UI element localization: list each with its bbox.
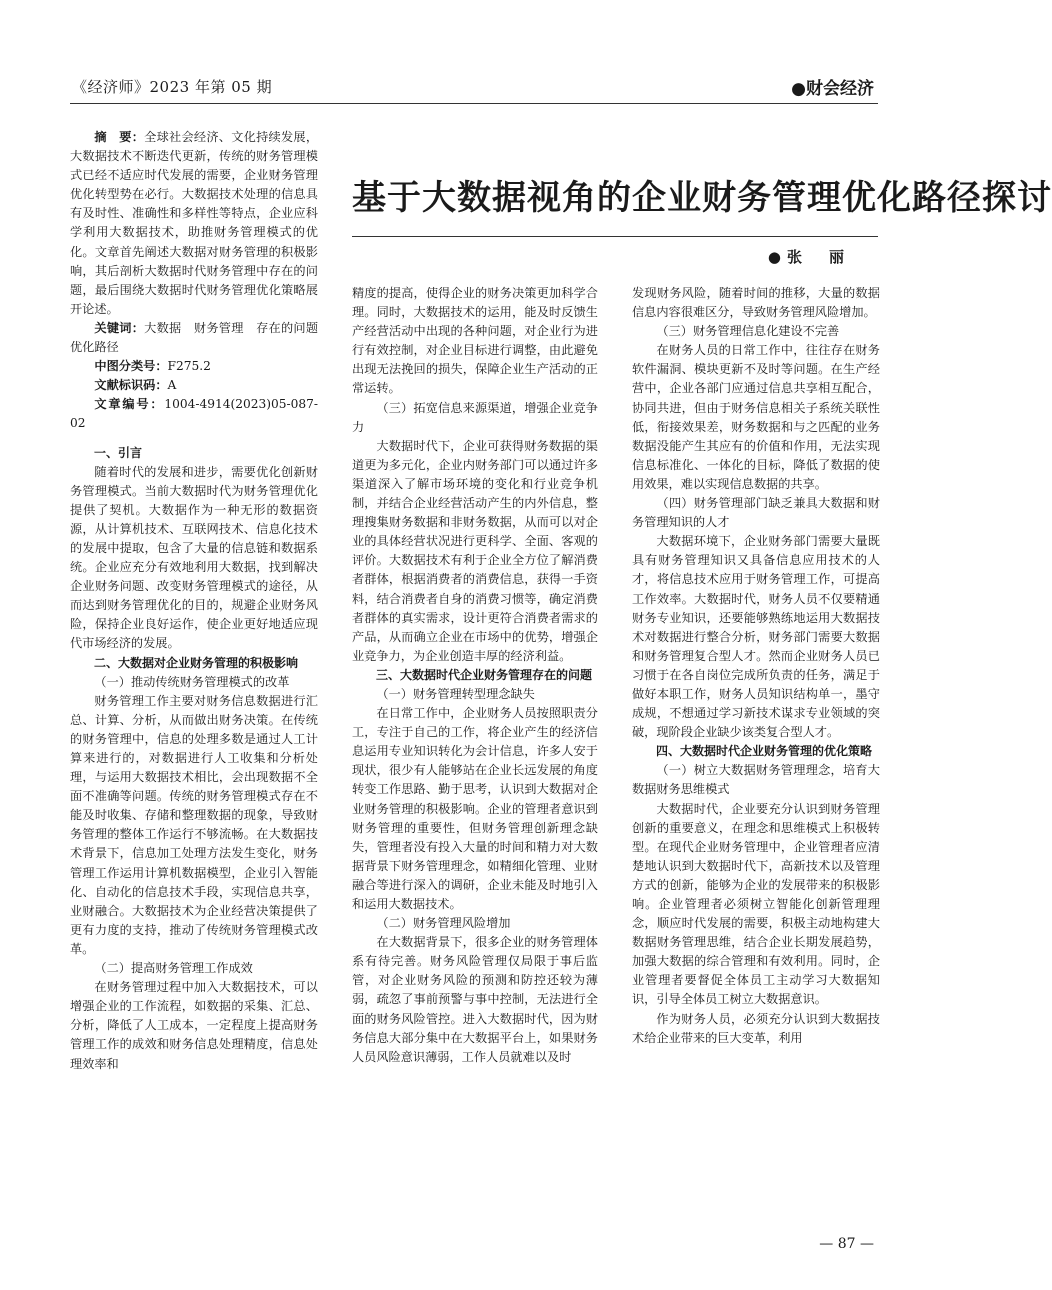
subsection-2-2-heading: （二）提高财务管理工作成效 bbox=[94, 961, 253, 976]
subsection-2-3-heading: （三）拓宽信息来源渠道，增强企业竞争力 bbox=[352, 400, 598, 434]
article-number bbox=[70, 395, 318, 433]
subsection-2-1-heading: （一）推动传统财务管理模式的改革 bbox=[94, 674, 290, 689]
section-1-heading: 一、引言 bbox=[94, 445, 143, 460]
subsection-4-1-paragraph-2: 作为财务人员，必须充分认识到大数据技术给企业带来的巨大变革，利用 bbox=[632, 1011, 880, 1045]
page-number: — 87 — bbox=[819, 1236, 874, 1252]
subsection-3-1-paragraph: 在日常工作中，企业财务人员按照职责分工，专注于自己的工作，将企业产生的经济信息运用专业知识转化为会计信息，许多人安于现状，很少有人能够站在企业长远发展的角度转变工作思路、勤于思考，认识到大数据对企业财务管理的积极影响。企业的管理者意识到财务管理的重要性，但财务管理创新理念缺失，管理者没有投入大量的时间和精力对大数据背景下财务管理理念，如精细化管理、业财融合等进行深入的调研，企业未能及时地引入和运用大数据技术。 bbox=[352, 706, 598, 911]
document-code bbox=[70, 376, 318, 395]
section-1-paragraph: 随着时代的发展和进步，需要优化创新财务管理模式。当前大数据时代为财务管理优化提供了契机。大数据作为一种无形的数据资源，从计算机技术、互联网技术、信息化技术的发展中提取，包含了大量的信息链和数据系统。企业应充分有效地利用大数据，找到解决企业财务问题、改变财务管理模式的途径，从而达到财务管理优化的目的，规避企业财务风险，保持企业良好运作，使企业更好地适应现代市场经济的发展。 bbox=[70, 464, 318, 651]
journal-issue-header: 《经济师》2023 年第 05 期 bbox=[72, 78, 273, 96]
clc-label: 中图分类号： bbox=[94, 359, 168, 374]
keywords bbox=[70, 319, 331, 357]
keywords-text: 大数据 财务管理 存在的问题 优化路径 bbox=[70, 320, 331, 355]
column-3-continuation: 发现财务风险，随着时间的推移，大量的数据信息内容很难区分，导致财务管理风险增加。 bbox=[632, 286, 880, 320]
title-rule bbox=[352, 236, 878, 237]
abstract bbox=[70, 128, 318, 319]
article-no-label: 文章编号： bbox=[94, 397, 165, 412]
author-name: ●张 丽 bbox=[767, 248, 850, 266]
doc-code-value: A bbox=[167, 378, 177, 393]
keywords-label: 关键词： bbox=[94, 320, 145, 335]
subsection-4-1-heading: （一）树立大数据财务管理理念，培育大数据财务思维模式 bbox=[632, 763, 880, 797]
subsection-3-1-heading: （一）财务管理转型理念缺失 bbox=[376, 686, 535, 701]
subsection-2-3-paragraph: 大数据时代下，企业可获得财务数据的渠道更为多元化，企业内财务部门可以通过许多渠道深入了解市场环境的变化和行业竞争机制，并结合企业经营活动产生的内外信息，整理搜集财务数据和非财务数据，从而可以对企业的具体经营状况进行更科学、全面、客观的评价。大数据技术有利于企业全方位了解消费者群体，根据消费者的消费信息，获得一手资料，结合消费者自身的消费习惯等，确定消费者群体的真实需求，设计更符合消费者需求的产品，从而确立企业在市场中的优势，增强企业竞争力，为企业创造丰厚的经济利益。 bbox=[352, 438, 598, 663]
article-title: 基于大数据视角的企业财务管理优化路径探讨 bbox=[352, 178, 1052, 218]
subsection-3-2-paragraph: 在大数据背景下，很多企业的财务管理体系有待完善。财务风险管理仅局限于事后监管，对企业财务风险的预测和防控还较为薄弱，疏忽了事前预警与事中控制，无法进行全面的财务风险管控。进入大数据时代，因为财务信息大部分集中在大数据平台上，如果财务人员风险意识薄弱，工作人员就难以及时 bbox=[352, 935, 598, 1064]
column-2-continuation: 精度的提高，使得企业的财务决策更加科学合理。同时，大数据技术的运用，能及时反馈生产经营活动中出现的各种问题，对企业行为进行有效控制，对企业目标进行调整，由此避免出现无法挽回的损失，保障企业生产活动的正常运转。 bbox=[352, 286, 598, 396]
article-no-value: 1004-4914(2023)05-087-02 bbox=[70, 397, 318, 431]
subsection-3-3-paragraph: 在财务人员的日常工作中，往往存在财务软件漏洞、模块更新不及时等问题。在生产经营中，企业各部门应通过信息共享相互配合，协同共进，但由于财务信息相关子系统关联性低，衔接效果差，财务数据和与之匹配的业务数据没能产生其应有的价值和作用，无法实现信息标准化、一体化的目标，降低了数据的使用效果，难以实现信息数据的共享。 bbox=[632, 343, 880, 491]
header-rule bbox=[70, 103, 878, 104]
subsection-2-2-paragraph: 在财务管理过程中加入大数据技术，可以增强企业的工作流程，如数据的采集、汇总、分析，降低了人工成本，一定程度上提高财务管理工作的成效和财务信息处理精度，信息处理效率和 bbox=[70, 980, 318, 1071]
doc-code-label: 文献标识码： bbox=[94, 378, 168, 393]
subsection-3-2-heading: （二）财务管理风险增加 bbox=[376, 916, 511, 931]
subsection-2-1-paragraph: 财务管理工作主要对财务信息数据进行汇总、计算、分析，从而做出财务决策。在传统的财务管理中，信息的处理多数是通过人工计算来进行的，对数据进行人工收集和分析处理，与运用大数据技术相比，会出现数据不全面不准确等问题。传统的财务管理模式存在不能及时收集、存储和整理数据的现象，导致财务管理的整体工作运行不够流畅。在大数据技术背景下，信息加工处理方法发生变化，财务管理工作运用计算机数据模型，企业引入智能化、自动化的信息技术手段，实现信息共享，业财融合。大数据技术为企业经营决策提供了更有力度的支持，推动了传统财务管理模式改革。 bbox=[70, 693, 318, 956]
clc-value: F275.2 bbox=[167, 359, 211, 374]
abstract-text: 全球社会经济、文化持续发展，大数据技术不断迭代更新，传统的财务管理模式已经不适应时代发展的需要，企业财务管理优化转型势在必行。大数据技术处理的信息具有及时性、准确性和多样性等特点，企业应科学利用大数据技术，助推财务管理模式的优化。文章首先阐述大数据对财务管理的积极影响，其后剖析大数据时代财务管理中存在的问题，最后围绕大数据时代财务管理优化策略展开论述。 bbox=[70, 130, 319, 316]
abstract-label: 摘 要： bbox=[94, 130, 145, 144]
subsection-4-1-paragraph-1: 大数据时代，企业要充分认识到财务管理创新的重要意义，在理念和思维模式上积极转型。在现代企业财务管理中，企业管理者应清楚地认识到大数据时代下，高新技术以及管理方式的创新，能够为企业的发展带来的积极影响。企业管理者必须树立智能化创新管理理念，顺应时代发展的需要，积极主动地构建大数据财务管理思维，结合企业长期发展趋势，加强大数据的综合管理和有效利用。同时，企业管理者要督促全体员工主动学习大数据知识，引导全体员工树立大数据意识。 bbox=[632, 801, 880, 1007]
subsection-3-3-heading: （三）财务管理信息化建设不完善 bbox=[656, 324, 840, 339]
section-3-heading: 三、大数据时代企业财务管理存在的问题 bbox=[376, 667, 593, 682]
subsection-3-4-heading: （四）财务管理部门缺乏兼具大数据和财务管理知识的人才 bbox=[632, 496, 880, 530]
section-2-heading: 二、大数据对企业财务管理的积极影响 bbox=[94, 655, 299, 670]
column-3 bbox=[632, 284, 880, 1048]
section-4-heading: 四、大数据时代企业财务管理的优化策略 bbox=[656, 744, 873, 759]
subsection-3-4-paragraph: 大数据环境下，企业财务部门需要大量既具有财务管理知识又具备信息应用技术的人才，将信息技术应用于财务管理工作，可提高工作效率。大数据时代，财务人员不仅要精通财务专业知识，还要能够熟练地运用大数据技术对数据进行整合分析，财务部门需要大数据和财务管理复合型人才。然而企业财务人员已习惯于在各自岗位完成所负责的任务，满足于做好本职工作，财务人员知识结构单一，墨守成规，不想通过学习新技术谋求专业领域的突破，现阶段企业缺少该类复合型人才。 bbox=[632, 534, 880, 740]
column-1 bbox=[70, 128, 331, 1074]
section-label: ●财会经济 bbox=[791, 79, 874, 99]
clc-number bbox=[70, 357, 318, 376]
column-2 bbox=[352, 284, 598, 1067]
